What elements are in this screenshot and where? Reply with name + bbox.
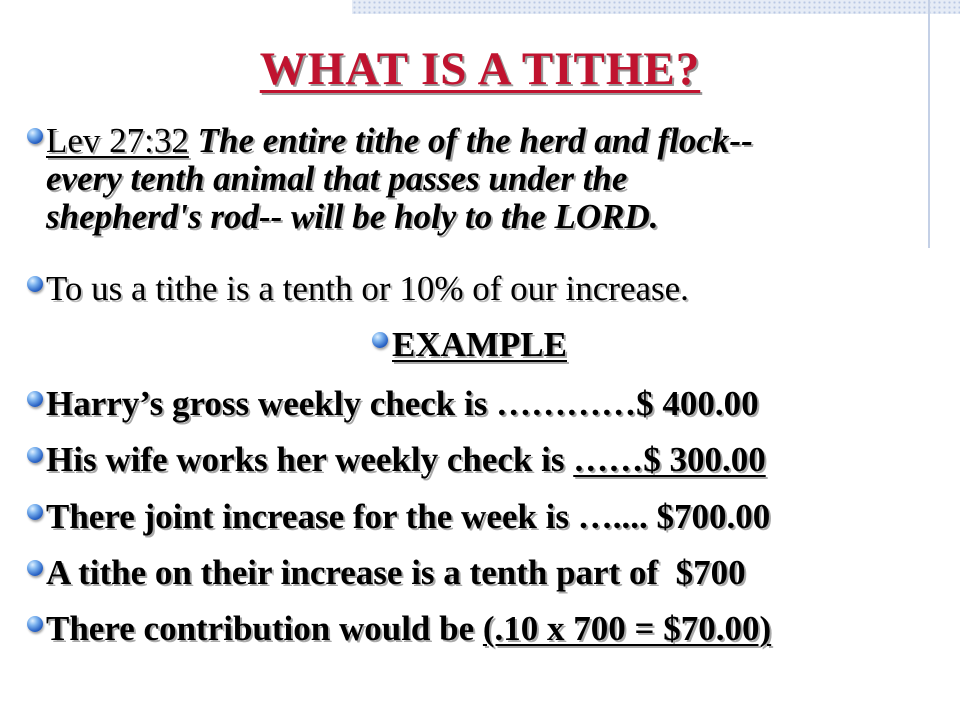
tithe-line: A tithe on their increase is a tenth part of $700 xyxy=(46,553,746,592)
joint-increase-line: There joint increase for the week is ….... $700.00 xyxy=(46,497,771,536)
wife-check-line xyxy=(46,441,936,479)
verse-reference: Lev 27:32 xyxy=(46,121,189,160)
blue-sphere-bullet-icon xyxy=(27,616,43,632)
slide-title: WHAT IS A TITHE? xyxy=(259,43,701,95)
blue-sphere-bullet-icon xyxy=(27,128,43,144)
blue-sphere-bullet-icon xyxy=(372,332,388,348)
harry-check-line: Harry’s gross weekly check is …………$ 400.00 xyxy=(46,384,759,423)
decorative-corner-pattern xyxy=(352,0,960,14)
contribution-line xyxy=(46,610,936,648)
blue-sphere-bullet-icon xyxy=(27,504,43,520)
wife-check-label: His wife works her weekly check is xyxy=(46,440,574,479)
example-heading: EXAMPLE xyxy=(392,325,567,364)
blue-sphere-bullet-icon xyxy=(27,447,43,463)
contribution-calculation: (.10 x 700 = $70.00) xyxy=(482,609,772,648)
verse-text-line1: The entire tithe of the herd and flock-- xyxy=(197,121,753,160)
verse-paragraph xyxy=(46,122,936,236)
blue-sphere-bullet-icon xyxy=(27,391,43,407)
wife-check-amount: ……$ 300.00 xyxy=(573,440,766,479)
verse-text-line3: shepherd's rod-- will be holy to the LORD. xyxy=(46,197,659,236)
blue-sphere-bullet-icon xyxy=(27,276,43,292)
blue-sphere-bullet-icon xyxy=(27,560,43,576)
contribution-label: There contribution would be xyxy=(46,609,483,648)
verse-text-line2: every tenth animal that passes under the xyxy=(46,159,628,198)
intro-text: To us a tithe is a tenth or 10% of our increase. xyxy=(46,269,689,308)
